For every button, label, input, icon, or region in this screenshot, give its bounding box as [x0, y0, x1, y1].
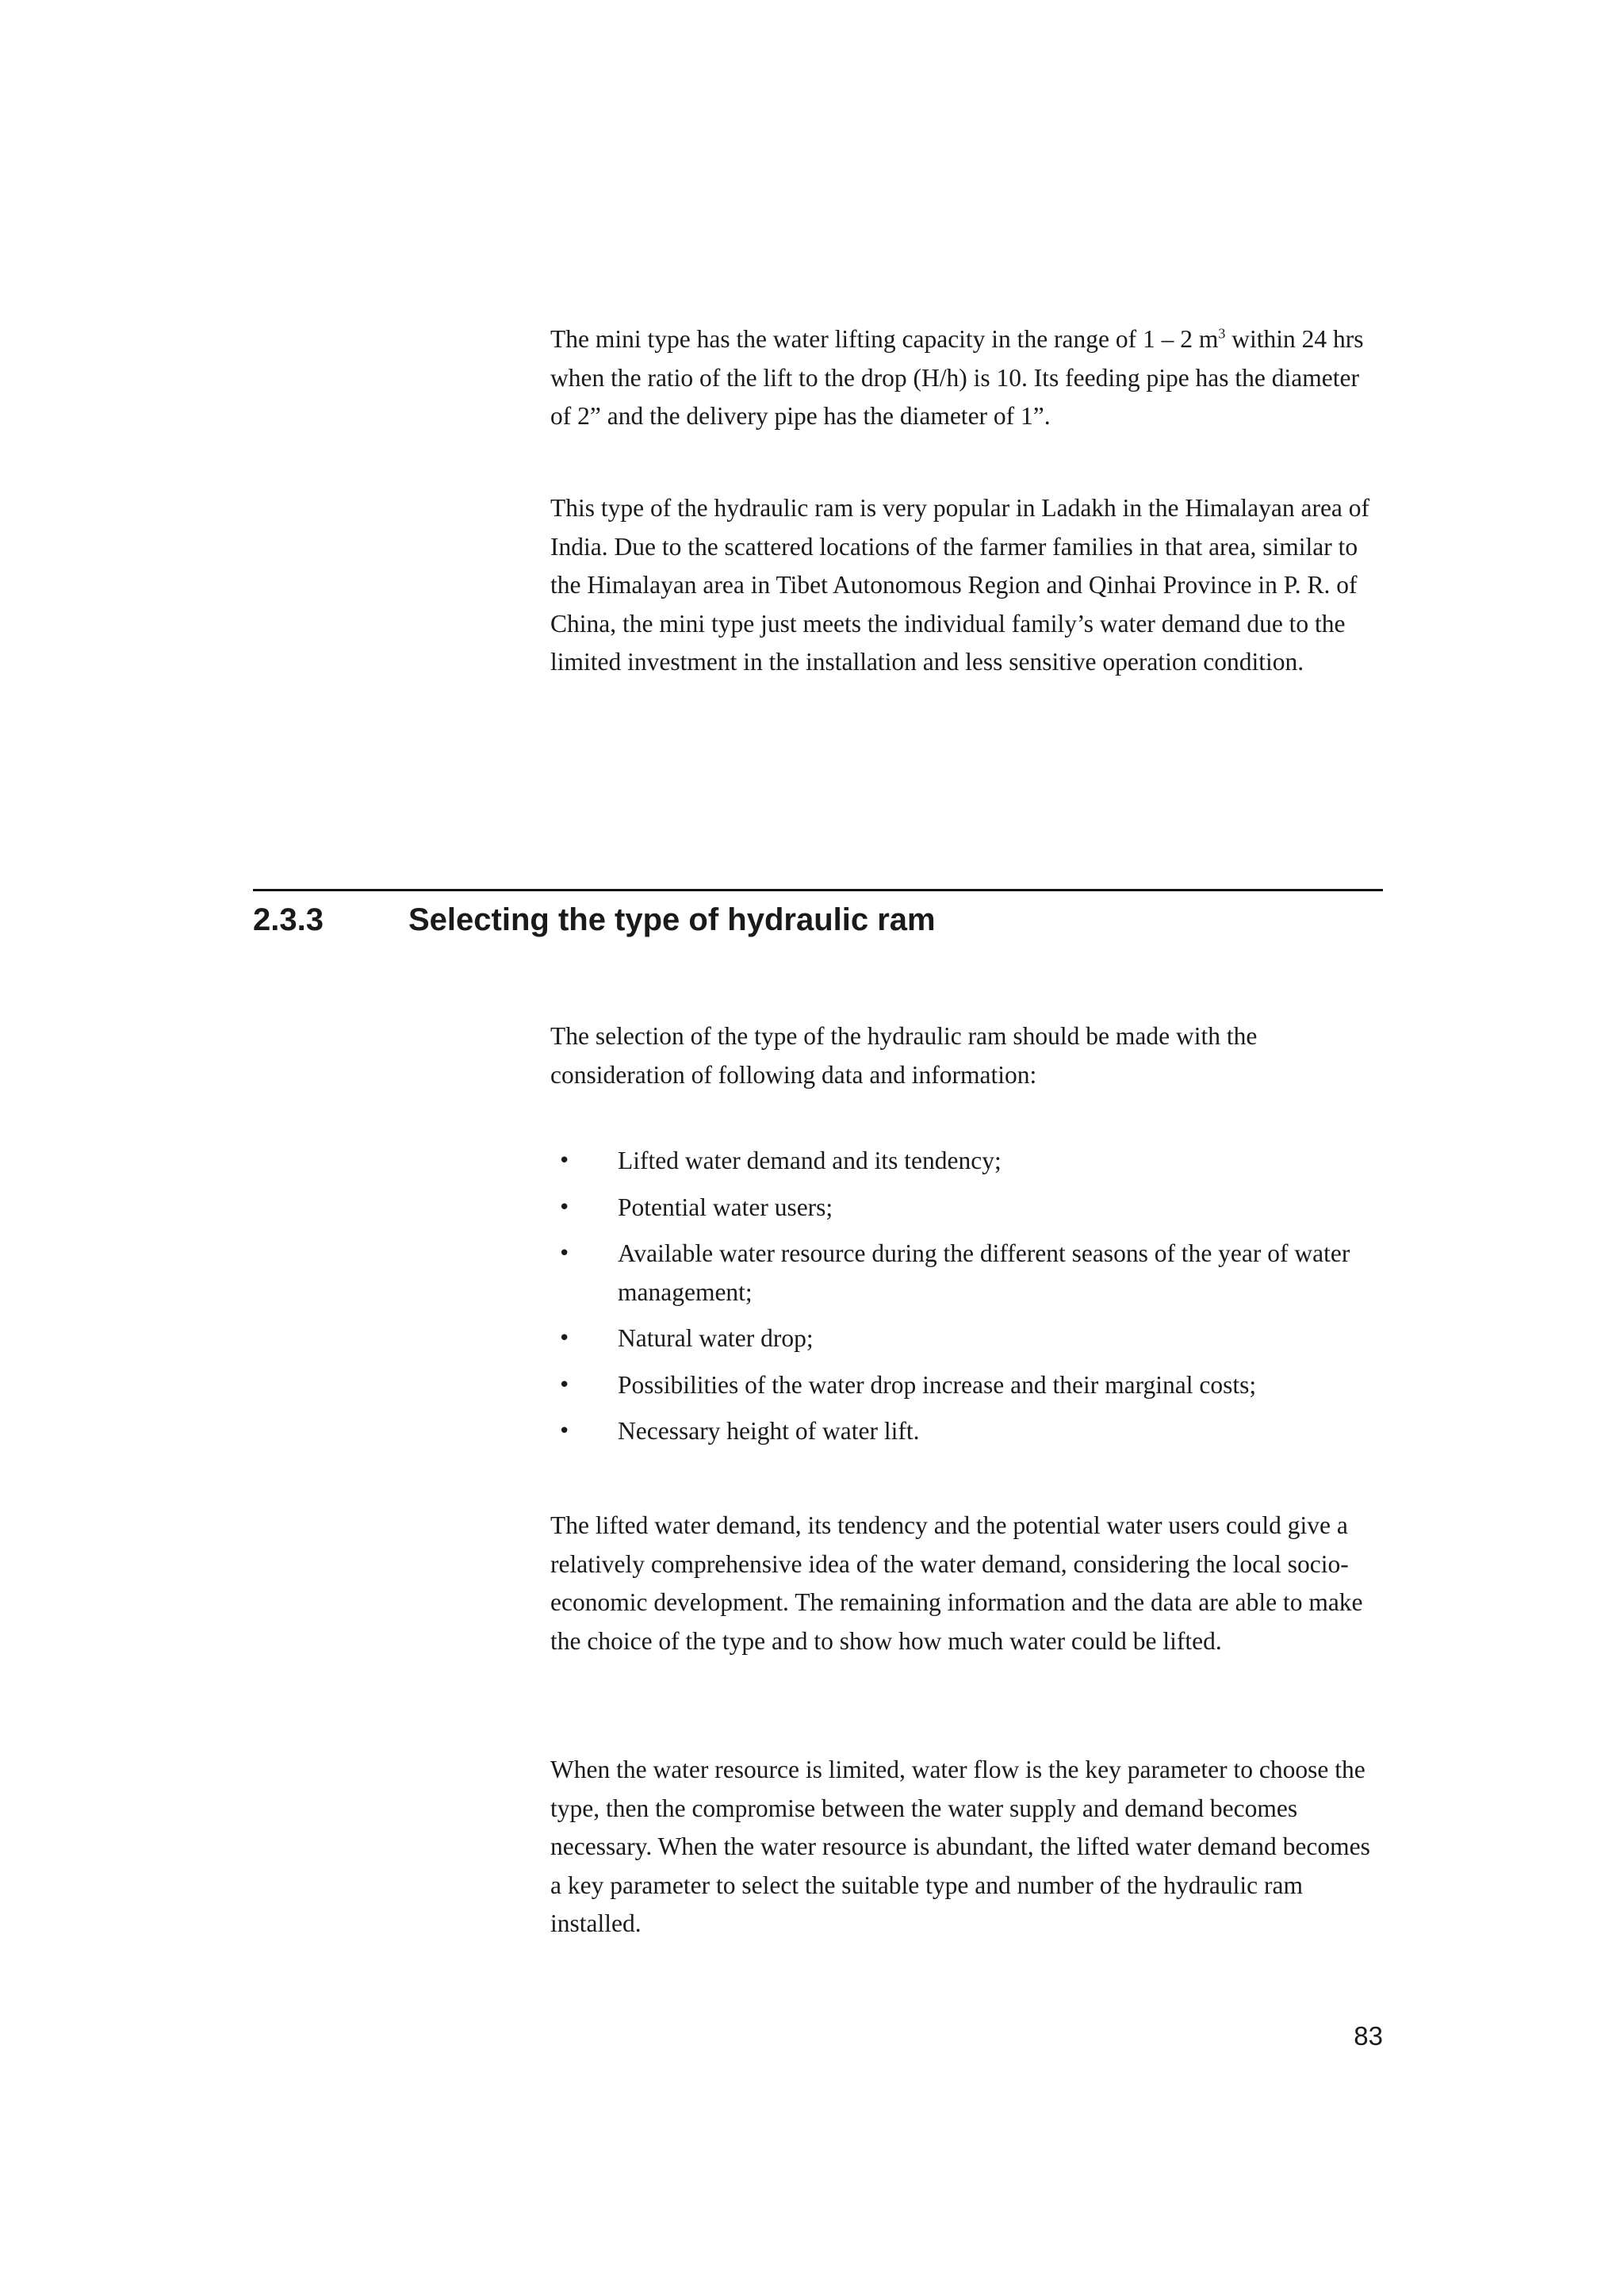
section-divider [253, 889, 1383, 891]
bullet-marker: • [558, 1242, 571, 1266]
list-item [550, 1235, 1391, 1312]
list-item [550, 1189, 1391, 1227]
bullet-marker: • [558, 1149, 571, 1173]
list-item-text: Natural water drop; [618, 1324, 814, 1352]
paragraph-demand-idea: The lifted water demand, its tendency and the potential water users could give a relatively comprehensive idea of the water demand, considering the local socio-economic development. The remaining information and the data are able to make the choice of the type and to show how much water could be lifted. [550, 1511, 1363, 1655]
bullet-marker: • [558, 1419, 571, 1443]
paragraph-mini-type-capacity [550, 320, 1383, 436]
list-item-text: Available water resource during the different seasons of the year of water management; [618, 1239, 1350, 1306]
list-item-text: Lifted water demand and its tendency; [618, 1147, 1002, 1174]
section-heading: Selecting the type of hydraulic ram [408, 902, 936, 937]
bullet-marker: • [558, 1327, 571, 1350]
paragraph-text-end: within 24 hrs when the ratio of the lift to the drop (H/h) is 10. Its feeding pipe has the diameter of 2” and the delivery pipe has the diameter of 1”. [550, 325, 1364, 430]
bullet-marker: • [558, 1195, 571, 1220]
paragraph-resource-limits: When the water resource is limited, water flow is the key parameter to choose the type, then the compromise between the water supply and demand becomes necessary. When the water resource is abundant, the lifted water demand becomes a key parameter to select the suitable type and number of the hydraulic ram installed. [550, 1756, 1370, 1937]
list-item [550, 1142, 1391, 1181]
page-number: 83 [1354, 2021, 1383, 2051]
paragraph-ladakh-popularity: This type of the hydraulic ram is very popular in Ladakh in the Himalayan area of India. Due to the scattered locations of the farmer families in that area, similar to the Himalayan area in Tibet Autonomous Region and Qinhai Province in P. R. of China, the mini type just meets the individual family’s water demand due to the limited investment in the installation and less sensitive operation condition. [550, 494, 1370, 676]
list-item-text: Potential water users; [618, 1193, 833, 1221]
list-item [550, 1319, 1391, 1358]
list-item-text: Possibilities of the water drop increase and their marginal costs; [618, 1370, 1257, 1399]
paragraph-selection-intro: The selection of the type of the hydraulic ram should be made with the consideration of following data and information: [550, 1022, 1258, 1089]
list-item [550, 1412, 1391, 1451]
criteria-bullet-list [550, 1142, 1391, 1459]
list-item [550, 1366, 1391, 1405]
section-number: 2.3.3 [253, 902, 324, 937]
bullet-marker: • [558, 1373, 571, 1397]
superscript-exponent: 3 [1218, 325, 1226, 342]
list-item-text: Necessary height of water lift. [618, 1417, 920, 1445]
paragraph-text-start: The mini type has the water lifting capacity in the range of 1 – 2 m [550, 325, 1219, 353]
